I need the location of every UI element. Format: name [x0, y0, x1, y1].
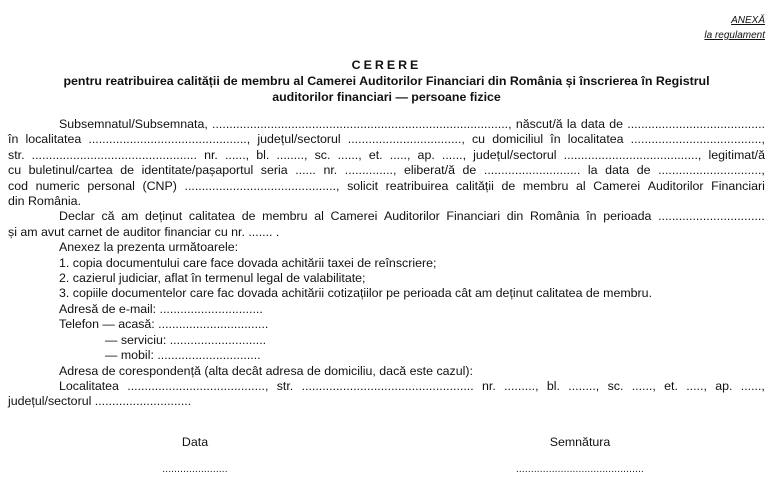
form-word: la: [587, 163, 598, 178]
form-word: localitatea: [25, 132, 82, 147]
form-word: ........,: [568, 378, 600, 393]
form-word: sc.: [607, 378, 624, 393]
correspondence-county-line: județul/sectorul ............................: [8, 394, 192, 409]
form-word: .....,: [686, 378, 707, 393]
form-word: ......,: [441, 147, 467, 162]
form-word: data: [580, 117, 605, 131]
form-word: ..............................,: [658, 163, 765, 178]
form-word: str.: [8, 147, 25, 162]
correspondence-address-line: [8, 379, 765, 394]
form-word: cu: [8, 163, 22, 178]
date-field: ......................: [162, 464, 228, 475]
form-line: din România.: [8, 194, 82, 209]
form-word: de: [241, 209, 256, 224]
form-word: născut/ă: [515, 117, 563, 131]
form-word: domiciliul: [492, 132, 544, 147]
form-word: Localitatea: [59, 378, 119, 393]
form-word: ............................................,: [184, 178, 340, 193]
form-word: că: [101, 209, 115, 224]
form-word: localitatea: [567, 132, 624, 147]
title-subtitle-1: pentru reatribuirea calității de membru al Camerei Auditorilor Financiari din România și înscrierea în Registrul: [63, 74, 710, 88]
form-word: de: [636, 163, 651, 178]
form-word: ..................................................: [301, 378, 474, 393]
form-word: în: [8, 132, 19, 147]
form-word: al: [575, 178, 586, 193]
form-word: în: [586, 209, 597, 224]
date-label: Data: [181, 435, 209, 449]
signature-block: [480, 434, 680, 478]
form-word: eliberat/ă: [403, 163, 455, 178]
document-title: [8, 57, 765, 105]
form-body: [8, 117, 765, 410]
form-word: Subsemnatul/Subsemnata,: [59, 117, 208, 131]
form-word: data: [605, 163, 630, 178]
form-word: la: [566, 117, 577, 131]
form-word: (CNP): [142, 178, 177, 193]
annex-intro: Anexez la prezenta următoarele:: [59, 240, 239, 255]
form-word: .......................................,: [563, 147, 702, 162]
form-word: str.: [276, 378, 294, 393]
form-word: Financiari: [446, 209, 501, 224]
form-word: perioada: [603, 209, 652, 224]
form-word: deținut: [145, 209, 183, 224]
form-word: personal: [87, 178, 135, 193]
phone-mobile-field: — mobil: ..............................: [105, 348, 261, 363]
signature-label: Semnătura: [549, 435, 611, 449]
form-word: ........................................,: [127, 378, 269, 393]
form-word: ........................................: [627, 117, 765, 131]
signature-field: ...........................................: [515, 464, 645, 475]
form-line: [8, 209, 765, 224]
form-word: Financiari: [711, 178, 765, 193]
annex-item-1: 1. copia documentului care face dovada achitării taxei de reînscriere;: [59, 255, 437, 270]
form-word: nr.: [482, 378, 496, 393]
annex-label: [704, 13, 765, 43]
form-word: ................................................: [31, 147, 197, 162]
form-line: [8, 117, 765, 132]
form-word: cod: [8, 178, 28, 193]
form-word: cu: [471, 132, 486, 147]
form-word: seria: [260, 163, 288, 178]
form-word: județul/sectorul: [257, 132, 341, 147]
form-word: nr.: [204, 147, 218, 162]
email-field: Adresă de e-mail: ..............................: [59, 301, 263, 316]
form-word: ......,: [337, 147, 362, 162]
form-word: membru: [262, 209, 308, 224]
form-word: legitimat/ă: [708, 147, 765, 162]
form-line: [8, 132, 765, 147]
phone-work-field: — serviciu: ............................: [105, 332, 267, 347]
form-word: județul/sectorul: [473, 147, 557, 162]
form-word: de: [120, 163, 135, 178]
form-word: am: [121, 209, 139, 224]
form-word: Auditorilor: [647, 178, 704, 193]
form-word: identitate/pașaportul: [141, 163, 254, 178]
form-line: [8, 179, 765, 194]
title-main: CERERE: [351, 58, 422, 72]
form-line: [8, 163, 765, 178]
form-word: ......: [295, 163, 316, 178]
form-word: ...............................: [658, 209, 765, 224]
form-word: et.: [368, 147, 383, 162]
date-block: [120, 434, 270, 478]
form-line: și am avut carnet de auditor financiar cu nr. ....... .: [8, 224, 280, 239]
annex-title: ANEXĂ: [731, 15, 765, 26]
form-word: România: [529, 209, 580, 224]
form-word: ......................................,: [630, 132, 765, 147]
form-word: din: [506, 209, 524, 224]
form-word: ..............................................,: [88, 132, 251, 147]
form-word: ap.: [715, 378, 733, 393]
form-word: ......,: [740, 378, 765, 393]
annex-item-3: 3. copiile documentelor care fac dovada achitării cotizațiilor pe perioada cât am deținut calitatea de membru.: [59, 286, 653, 301]
form-word: în: [550, 132, 561, 147]
form-word: solicit: [347, 178, 379, 193]
phone-home-field: Telefon — acasă: ................................: [59, 317, 269, 332]
form-word: sc.: [314, 147, 331, 162]
title-subtitle-2: auditorilor financiari — persoane fizice: [272, 90, 501, 104]
annex-item-2: 2. cazierul judiciar, aflat în termenul legal de valabilitate;: [59, 271, 366, 286]
form-word: bl.: [256, 147, 270, 162]
form-word: .....,: [389, 147, 411, 162]
form-word: de: [462, 163, 477, 178]
form-word: bl.: [546, 378, 560, 393]
form-word: ........,: [276, 147, 308, 162]
annex-subtitle: la regulament: [704, 30, 765, 41]
form-word: ..............,: [344, 163, 397, 178]
correspondence-intro: Adresa de corespondență (alta decât adresa de domiciliu, dacă este cazul):: [59, 363, 473, 378]
form-word: reatribuirea: [385, 178, 449, 193]
form-word: .................................,: [347, 132, 465, 147]
form-word: Declar: [59, 209, 95, 224]
form-word: .........,: [504, 378, 539, 393]
form-word: al: [314, 209, 324, 224]
form-word: ......................................................................................,: [212, 117, 512, 131]
form-word: de: [501, 178, 516, 193]
form-word: nr.: [323, 163, 338, 178]
form-word: ap.: [417, 147, 435, 162]
form-word: ......,: [224, 147, 250, 162]
form-word: Auditorilor: [383, 209, 440, 224]
form-word: numeric: [35, 178, 80, 193]
form-word: ............................: [483, 163, 581, 178]
form-word: calității: [455, 178, 494, 193]
form-word: ......,: [631, 378, 656, 393]
form-word: calitatea: [188, 209, 236, 224]
form-word: membru: [522, 178, 569, 193]
form-word: buletinul/cartea: [28, 163, 113, 178]
form-word: Camerei: [330, 209, 378, 224]
form-word: et.: [664, 378, 678, 393]
form-line: [8, 148, 765, 163]
form-word: Camerei: [593, 178, 641, 193]
form-word: de: [609, 117, 624, 131]
